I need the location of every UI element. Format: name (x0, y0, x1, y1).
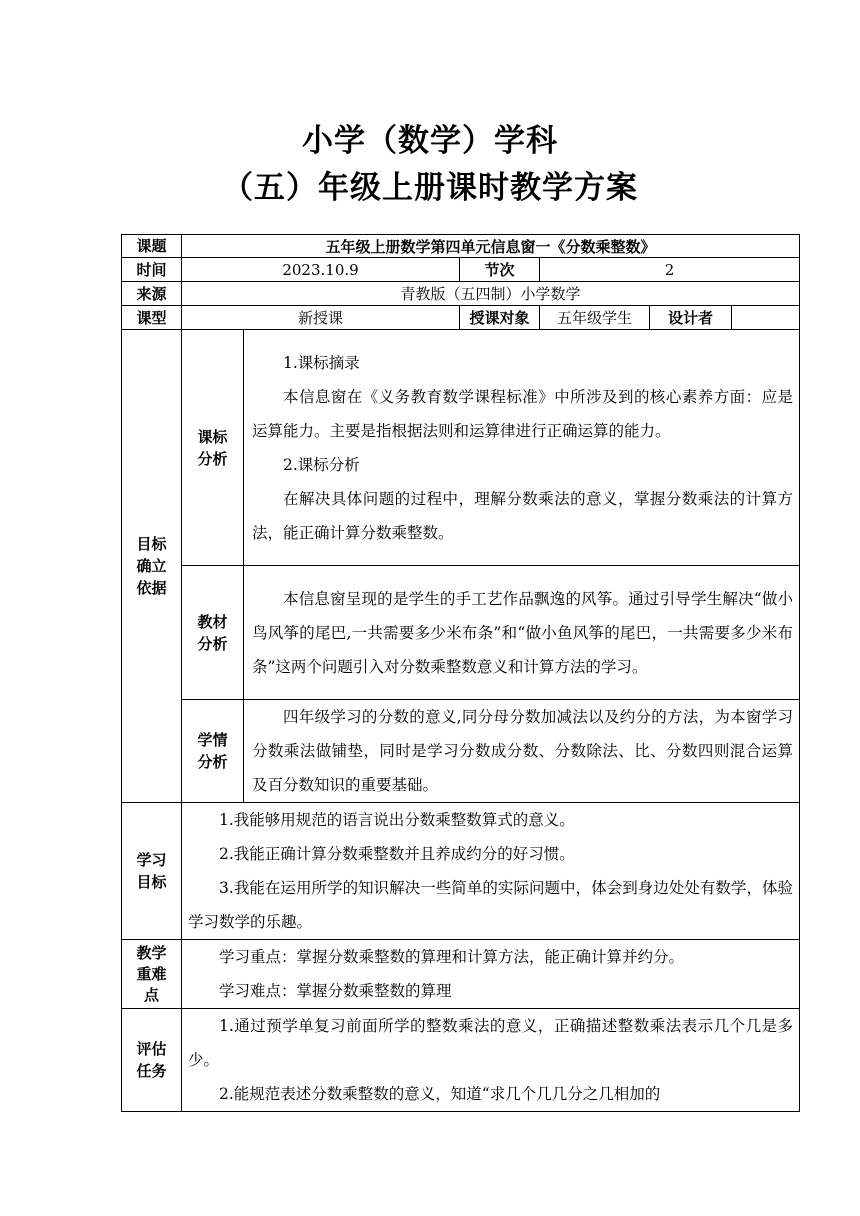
row-objectives (122, 803, 800, 940)
row-curriculum (122, 330, 800, 566)
title-line-1: 小学（数学）学科 (302, 123, 558, 159)
time-label: 时间 (122, 258, 182, 282)
curriculum-para-1: 1.课标摘录 (283, 353, 360, 372)
period-value: 2 (540, 258, 800, 282)
basis-label (122, 330, 182, 803)
designer-label: 设计者 (650, 306, 732, 330)
time-value: 2023.10.9 (182, 258, 460, 282)
curriculum-para-3: 2.课标分析 (283, 455, 360, 474)
students-label-text: 学情分析 (197, 731, 228, 771)
students-para-1: 四年级学习的分数的意义,同分母分数加减法以及约分的方法，为本窗学习分数乘法做铺垫，同时是学习分数成分数、分数除法、比、分数四则混合运算及百分数知识的重要基础。 (252, 708, 794, 794)
assessment-label-text: 评估任务 (136, 1040, 167, 1080)
assessment-task-1: 1.通过预学单复习前面所学的整数乘法的意义，正确描述整数乘法表示几个几是多少。 (188, 1017, 794, 1069)
textbook-para-1: 本信息窗呈现的是学生的手工艺作品飘逸的风筝。通过引导学生解决“做小鸟风筝的尾巴,一共需要多少米布条”和“做小鱼风筝的尾巴，一共需要多少米布条”这两个问题引入对分数乘整数意义和计算方法的学习。 (252, 589, 794, 676)
students-label (182, 700, 244, 803)
keypoints-content (182, 940, 800, 1009)
keypoints-label (122, 940, 182, 1009)
topic-value: 五年级上册数学第四单元信息窗一《分数乘整数》 (182, 235, 800, 258)
curriculum-para-2: 本信息窗在《义务教育数学课程标准》中所涉及到的核心素养方面：应是运算能力。主要是指根据法则和运算律进行正确运算的能力。 (252, 387, 794, 440)
designer-value (732, 306, 800, 330)
assessment-label (122, 1009, 182, 1112)
row-time (122, 258, 800, 282)
topic-label: 课题 (122, 235, 182, 258)
students-content (244, 700, 800, 803)
curriculum-para-4: 在解决具体问题的过程中，理解分数乘法的意义，掌握分数乘法的计算方法，能正确计算分数乘整数。 (252, 489, 794, 542)
basis-label-text: 目标确立依据 (136, 535, 167, 597)
title-line-2: （五）年级上册课时教学方案 (222, 170, 638, 206)
keypoint-focus: 学习重点：掌握分数乘整数的算理和计算方法，能正确计算并约分。 (219, 948, 685, 966)
objective-2: 2.我能正确计算分数乘整数并且养成约分的好习惯。 (219, 845, 575, 863)
row-source (122, 282, 800, 306)
keypoints-label-text: 教学重难点 (136, 943, 167, 1004)
objectives-content (182, 803, 800, 940)
row-students (122, 700, 800, 803)
audience-value: 五年级学生 (540, 306, 650, 330)
objectives-label (122, 803, 182, 940)
period-label: 节次 (460, 258, 540, 282)
textbook-label (182, 566, 244, 700)
objective-3: 3.我能在运用所学的知识解决一些简单的实际问题中，体会到身边处处有数学，体验学习数学的乐趣。 (188, 879, 794, 931)
type-label: 课型 (122, 306, 182, 330)
audience-label: 授课对象 (460, 306, 540, 330)
objective-1: 1.我能够用规范的语言说出分数乘整数算式的意义。 (219, 811, 575, 829)
curriculum-label-text: 课标分析 (197, 427, 228, 468)
assessment-task-2: 2.能规范表述分数乘整数的意义，知道“求几个几几分之几相加的 (219, 1085, 661, 1103)
objectives-label-text: 学习目标 (136, 851, 167, 891)
row-topic (122, 235, 800, 258)
row-assessment (122, 1009, 800, 1112)
curriculum-label (182, 330, 244, 566)
assessment-content (182, 1009, 800, 1112)
curriculum-content (244, 330, 800, 566)
textbook-content (244, 566, 800, 700)
row-type (122, 306, 800, 330)
source-label: 来源 (122, 282, 182, 306)
keypoint-difficulty: 学习难点：掌握分数乘整数的算理 (219, 982, 452, 1000)
document-title (0, 118, 860, 212)
row-keypoints (122, 940, 800, 1009)
lesson-plan-table (121, 234, 800, 1112)
type-value: 新授课 (182, 306, 460, 330)
textbook-label-text: 教材分析 (197, 612, 228, 653)
row-textbook (122, 566, 800, 700)
source-value: 青教版（五四制）小学数学 (182, 282, 800, 306)
